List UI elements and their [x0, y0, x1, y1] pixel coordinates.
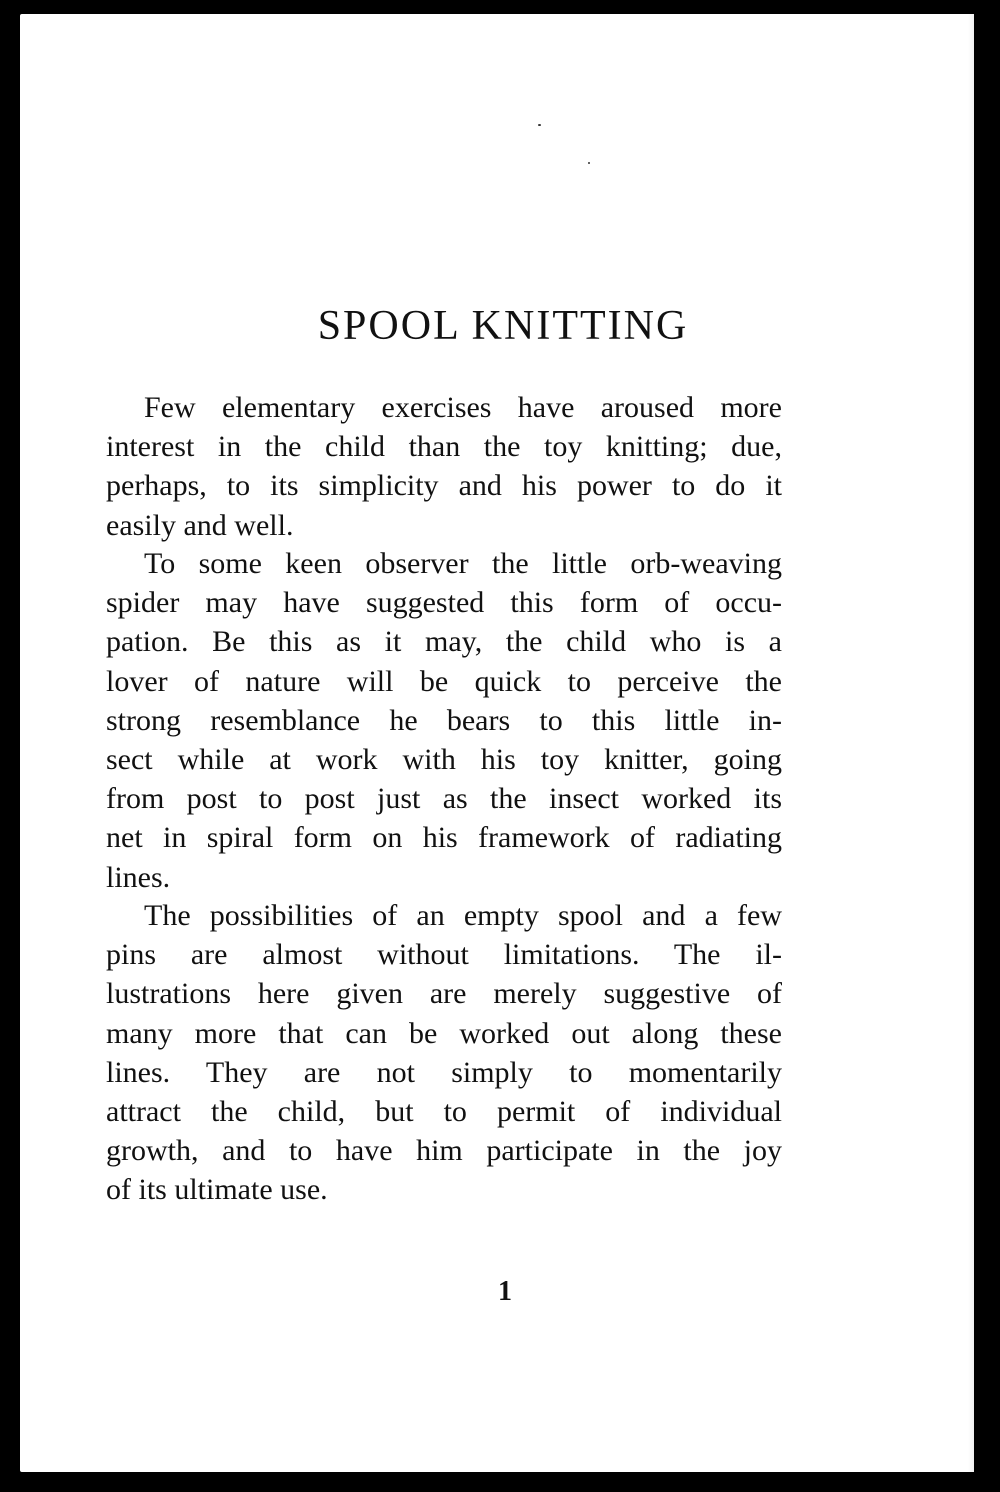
text-line: lustrations here given are merely suggestive of: [106, 977, 782, 1011]
text-line: many more that can be worked out along these: [106, 1016, 782, 1050]
text-line: strong resemblance he bears to this little in-: [106, 703, 782, 737]
text-line: pins are almost without limitations. The il-: [106, 938, 782, 972]
text-line: easily and well.: [106, 508, 294, 542]
page-number: 1: [498, 1276, 512, 1307]
text-line: lover of nature will be quick to perceive the: [106, 664, 782, 698]
text-line: attract the child, but to permit of individual: [106, 1094, 782, 1128]
text-line: interest in the child than the toy knitting; due,: [106, 430, 782, 464]
text-line: sect while at work with his toy knitter, going: [106, 742, 782, 776]
book-page: [20, 14, 974, 1472]
page-title: SPOOL KNITTING: [317, 303, 689, 349]
text-line: perhaps, to its simplicity and his power to do it: [106, 469, 782, 503]
text-line: net in spiral form on his framework of radiating: [106, 821, 782, 855]
text-line: spider may have suggested this form of occu-: [106, 586, 782, 620]
text-line: lines.: [106, 860, 171, 894]
scan-speck: [588, 162, 590, 164]
paragraph-3: [106, 896, 782, 1210]
scan-speck: [538, 124, 541, 126]
text-line: lines. They are not simply to momentarily: [106, 1055, 782, 1089]
paragraph-2: [106, 544, 782, 897]
text-line: growth, and to have him participate in the joy: [106, 1134, 782, 1168]
text-line: of its ultimate use.: [106, 1173, 328, 1207]
text-line: Few elementary exercises have aroused more: [144, 391, 782, 424]
paragraph-1: [106, 388, 782, 545]
text-line: The possibilities of an empty spool and a few: [144, 899, 782, 932]
text-line: To some keen observer the little orb-weaving: [144, 547, 782, 580]
text-line: from post to post just as the insect worked its: [106, 782, 782, 816]
text-line: pation. Be this as it may, the child who is a: [106, 625, 782, 659]
